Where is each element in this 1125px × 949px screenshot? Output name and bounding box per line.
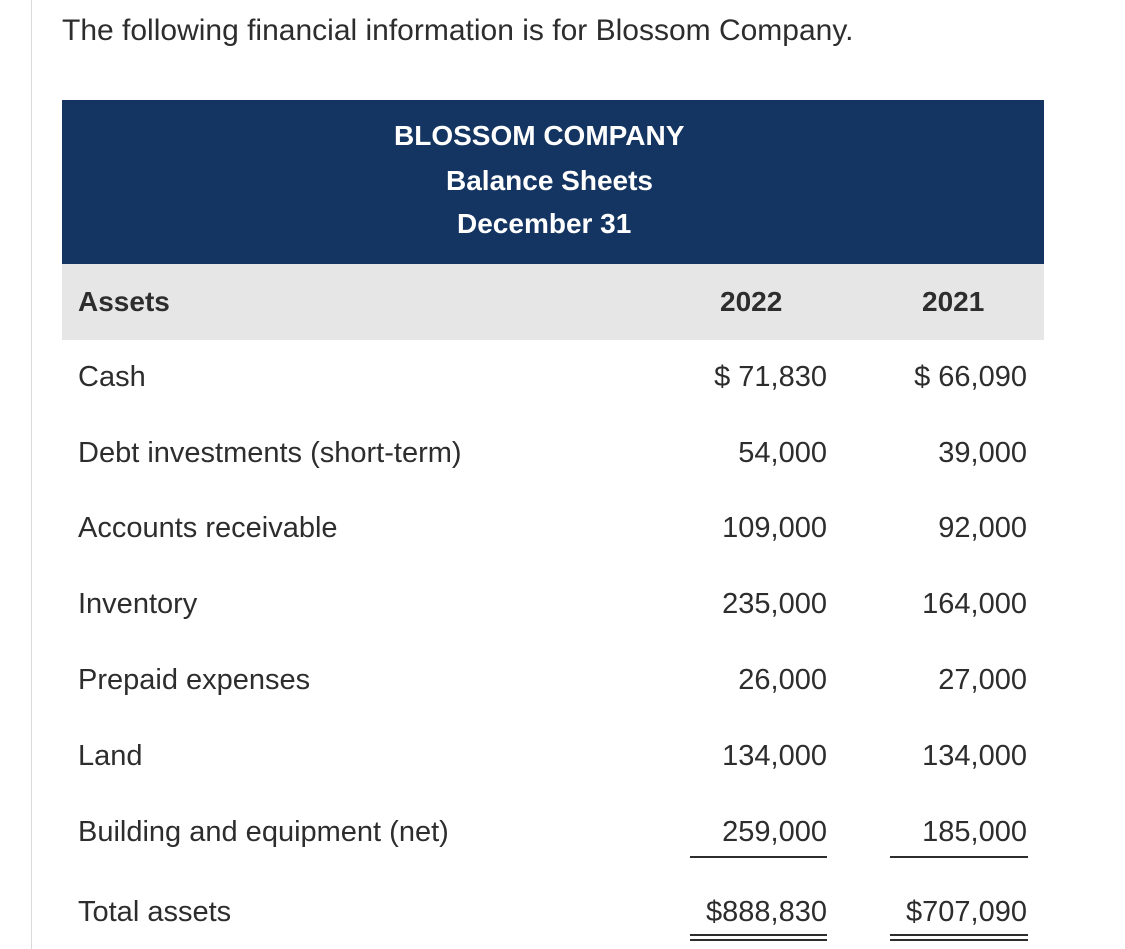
value-2022: 54,000 [738, 437, 827, 469]
value-2021: $ 66,090 [914, 361, 1027, 393]
value-2022: 26,000 [738, 664, 827, 696]
value-2021: 27,000 [938, 664, 1027, 696]
value-2022: 259,000 [722, 816, 827, 848]
statement-title: Balance Sheets [446, 165, 653, 196]
table-row-debt-investments [62, 437, 1044, 477]
left-border [31, 0, 32, 949]
column-header-2021: 2021 [922, 286, 985, 317]
value-2022: 235,000 [722, 588, 827, 620]
table-row-total-assets [62, 896, 1044, 936]
row-label: Land [78, 740, 143, 772]
row-label: Cash [78, 361, 146, 393]
value-2021: 164,000 [922, 588, 1027, 620]
value-2022: $888,830 [706, 896, 827, 928]
column-header-assets: Assets [78, 286, 170, 317]
table-row-accounts-receivable [62, 512, 1044, 552]
value-2022: 109,000 [722, 512, 827, 544]
value-2021: 134,000 [922, 740, 1027, 772]
column-header-2022: 2022 [720, 286, 783, 317]
value-2021: 185,000 [922, 816, 1027, 848]
intro-text: The following financial information is for Blossom Company. [62, 14, 854, 47]
value-2022: 134,000 [722, 740, 827, 772]
value-2022: $ 71,830 [714, 361, 827, 393]
column-header-row [62, 264, 1044, 340]
statement-date: December 31 [457, 208, 632, 239]
row-label: Total assets [78, 896, 232, 928]
subtotal-underline-2022 [690, 856, 827, 858]
row-label: Inventory [78, 588, 198, 620]
table-row-land [62, 740, 1044, 780]
statement-header [62, 100, 1044, 264]
row-label: Building and equipment (net) [78, 816, 449, 848]
company-name: BLOSSOM COMPANY [394, 120, 685, 151]
table-row-cash [62, 361, 1044, 401]
value-2021: $707,090 [906, 896, 1027, 928]
row-label: Debt investments (short-term) [78, 437, 462, 469]
value-2021: 39,000 [938, 437, 1027, 469]
table-row-building-equipment [62, 816, 1044, 856]
subtotal-underline-2021 [890, 856, 1028, 858]
row-label: Accounts receivable [78, 512, 338, 544]
table-row-prepaid-expenses [62, 664, 1044, 704]
total-double-underline-2022 [690, 934, 827, 941]
total-double-underline-2021 [890, 934, 1028, 941]
row-label: Prepaid expenses [78, 664, 311, 696]
value-2021: 92,000 [938, 512, 1027, 544]
table-row-inventory [62, 588, 1044, 628]
